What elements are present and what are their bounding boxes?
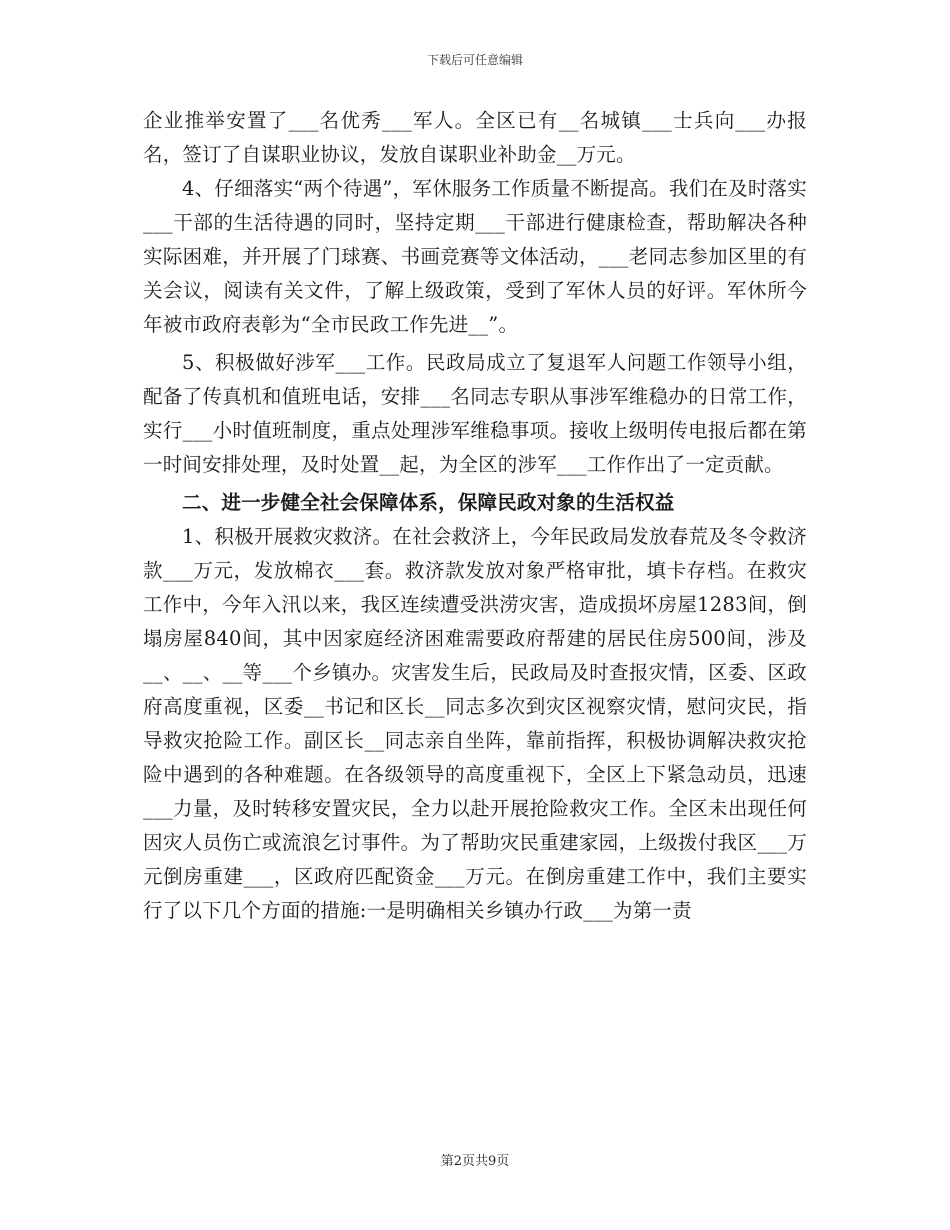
page-number: 第2页共9页 [440, 1154, 510, 1169]
document-body [143, 104, 807, 928]
page-footer [0, 1152, 950, 1172]
header-note: 下载后可任意编辑 [426, 53, 523, 67]
paragraph-continuation: 企业推举安置了___名优秀___军人。全区已有__名城镇___士兵向___办报名，签订了自谋职业协议，发放自谋职业补助金__万元。 [143, 109, 807, 166]
paragraph-item-5: 5、积极做好涉军___工作。民政局成立了复退军人问题工作领导小组，配备了传真机和值班电话，安排___名同志专职从事涉军维稳办的日常工作，实行___小时值班制度，重点处理涉军维稳事项。接收上级明传电报后都在第一时间安排处理，及时处置__起，为全区的涉军___工作作出了一定贡献。 [143, 351, 807, 476]
section-heading-2: 二、进一步健全社会保障体系，保障民政对象的生活权益 [182, 491, 675, 514]
paragraph-item-1: 1、积极开展救灾救济。在社会救济上，今年民政局发放春荒及冬令救济款___万元，发放棉衣___套。救济款发放对象严格审批，填卡存档。在救灾工作中，今年入汛以来，我区连续遭受洪涝灾害，造成损坏房屋1283间，倒塌房屋840间，其中因家庭经济困难需要政府帮建的居民住房500间，涉及__、__、__等___个乡镇办。灾害发生后，民政局及时查报灾情，区委、区政府高度重视，区委__书记和区长__同志多次到灾区视察灾情，慰问灾民，指导救灾抢险工作。副区长__同志亲自坐阵，靠前指挥，积极协调解决救灾抢险中遇到的各种难题。在各级领导的高度重视下，全区上下紧急动员，迅速___力量，及时转移安置灾民，全力以赴开展抢险救灾工作。全区未出现任何因灾人员伤亡或流浪乞讨事件。为了帮助灾民重建家园，上级拨付我区___万元倒房重建___，区政府匹配资金___万元。在倒房重建工作中，我们主要实行了以下几个方面的措施:一是明确相关乡镇办行政___为第一责 [143, 525, 807, 922]
paragraph-item-4: 4、仔细落实“两个待遇”，军休服务工作质量不断提高。我们在及时落实___干部的生活待遇的同时，坚持定期___干部进行健康检查，帮助解决各种实际困难，并开展了门球赛、书画竞赛等文体活动，___老同志参加区里的有关会议，阅读有关文件，了解上级政策，受到了军休人员的好评。军休所今年被市政府表彰为“全市民政工作先进__”。 [143, 177, 807, 336]
page-header [0, 50, 950, 70]
